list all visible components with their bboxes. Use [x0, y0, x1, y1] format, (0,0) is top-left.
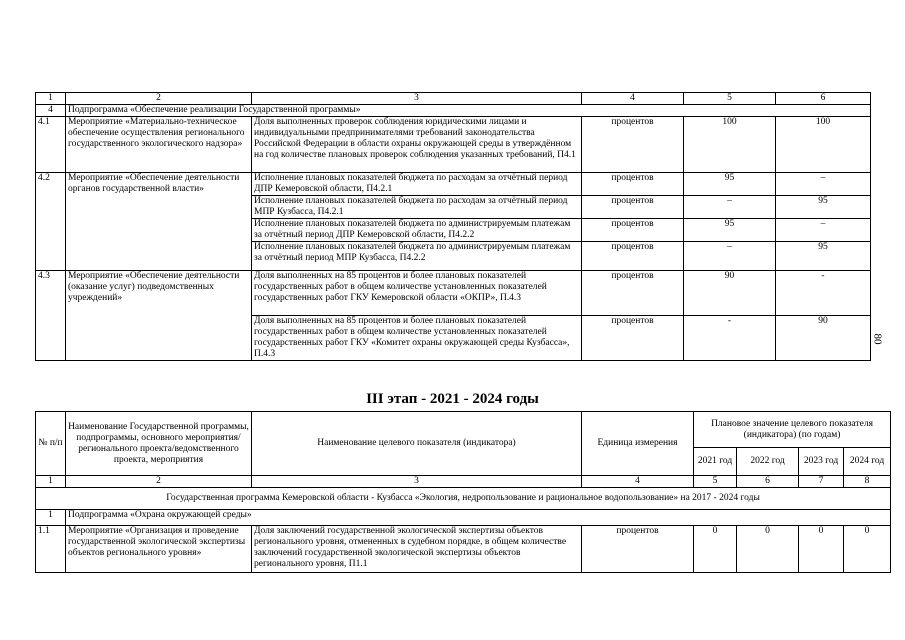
value-5: 95 — [684, 173, 776, 196]
unit: процентов — [582, 271, 684, 316]
value-2023: 0 — [799, 526, 844, 573]
event-name: Мероприятие «Обеспечение деятельности органов государственной власти» — [66, 173, 252, 271]
col-num: 2 — [66, 93, 252, 105]
unit: процентов — [582, 316, 684, 361]
row-number: 4.3 — [36, 271, 66, 361]
value-6: 90 — [776, 316, 871, 361]
event-name: Мероприятие «Обеспечение деятельности (оказание услуг) подведомственных учреждений» — [66, 271, 252, 361]
row-number: 4.1 — [36, 117, 66, 173]
indicator-name: Исполнение плановых показателей бюджета по администрируемым платежам за отчётный период МПР Кузбасса, П4.2.2 — [252, 242, 582, 271]
year-2022: 2022 год — [737, 448, 799, 476]
unit: процентов — [582, 196, 684, 219]
col-num: 1 — [36, 93, 66, 105]
subprogram-row — [36, 510, 891, 526]
page-number: 80 — [871, 333, 884, 345]
year-2021: 2021 год — [694, 448, 737, 476]
subprogram-title: Подпрограмма «Обеспечение реализации Государственной программы» — [66, 105, 871, 117]
col-num: 6 — [776, 93, 871, 105]
row-number: 4 — [36, 105, 66, 117]
value-6: 95 — [776, 196, 871, 219]
program-title: Государственная программа Кемеровской области - Кузбасса «Экология, недропользование и рациональное водопользование» на 2017 - 2024 годы — [36, 488, 891, 510]
unit: процентов — [582, 242, 684, 271]
col-num: 7 — [799, 476, 844, 488]
unit: процентов — [582, 117, 684, 173]
table-row — [36, 271, 871, 316]
year-2024: 2024 год — [844, 448, 891, 476]
value-2021: 0 — [694, 526, 737, 573]
value-6: – — [776, 219, 871, 242]
value-5: 95 — [684, 219, 776, 242]
value-6: – — [776, 173, 871, 196]
program-row — [36, 488, 891, 510]
col-num: 3 — [252, 476, 582, 488]
value-5: 100 — [684, 117, 776, 173]
indicator-name: Доля выполненных проверок соблюдения юридическими лицами и индивидуальными предпринимателями требований законодательства Российской Федерации в области охраны окружающей среды в утверждённом на год количестве плановых проверок соблюдения указанных требований, П4.1 — [252, 117, 582, 173]
indicator-name: Исполнение плановых показателей бюджета по расходам за отчётный период ДПР Кемеровской области, П4.2.1 — [252, 173, 582, 196]
col-num: 4 — [582, 476, 694, 488]
col-num: 6 — [737, 476, 799, 488]
col-num: 5 — [694, 476, 737, 488]
value-5: – — [684, 196, 776, 219]
indicator-name: Доля выполненных на 85 процентов и более плановых показателей государственных работ в общем количестве установленных показателей государственных работ ГКУ «Комитет охраны окружающей среды Кузбасса», П.4.3 — [252, 316, 582, 361]
value-6: 95 — [776, 242, 871, 271]
indicator-name: Доля выполненных на 85 процентов и более плановых показателей государственных работ в общем количестве установленных показателей государственных работ ГКУ Кемеровской области «ОКПР», П.4.3 — [252, 271, 582, 316]
value-6: 100 — [776, 117, 871, 173]
unit: процентов — [582, 526, 694, 573]
column-number-row — [36, 93, 871, 105]
col-num: 3 — [252, 93, 582, 105]
indicator-name: Доля заключений государственной экологической экспертизы объектов регионального уровня, отмененных в судебном порядке, в общем количестве заключений государственной экологической экспертизы объектов регионального уровня, П1.1 — [252, 526, 582, 573]
value-5: - — [684, 316, 776, 361]
header-row — [36, 412, 891, 448]
value-2024: 0 — [844, 526, 891, 573]
header-planned: Плановое значение целевого показателя (индикатора) (по годам) — [694, 412, 891, 448]
subprogram-title: Подпрограмма «Охрана окружающей среды» — [66, 510, 891, 526]
unit: процентов — [582, 173, 684, 196]
column-number-row — [36, 476, 891, 488]
row-number: 4.2 — [36, 173, 66, 271]
value-5: – — [684, 242, 776, 271]
indicator-name: Исполнение плановых показателей бюджета по расходам за отчётный период МПР Кузбасса, П4.2.1 — [252, 196, 582, 219]
col-num: 8 — [844, 476, 891, 488]
header-indicator: Наименование целевого показателя (индикатора) — [252, 412, 582, 476]
indicators-table-stage3 — [35, 411, 891, 573]
table-row — [36, 173, 871, 196]
row-number: 1 — [36, 510, 66, 526]
indicator-name: Исполнение плановых показателей бюджета по администрируемым платежам за отчётный период ДПР Кемеровской области, П4.2.2 — [252, 219, 582, 242]
table-row — [36, 526, 891, 573]
value-2022: 0 — [737, 526, 799, 573]
stage-title: III этап - 2021 - 2024 годы — [366, 391, 539, 407]
year-2023: 2023 год — [799, 448, 844, 476]
header-num: № п/п — [36, 412, 66, 476]
indicators-table-stage2 — [35, 92, 871, 361]
table-row — [36, 117, 871, 173]
event-name: Мероприятие «Материально-техническое обеспечение осуществления регионального государственного экологического надзора» — [66, 117, 252, 173]
col-num: 5 — [684, 93, 776, 105]
value-5: 90 — [684, 271, 776, 316]
subprogram-row — [36, 105, 871, 117]
event-name: Мероприятие «Организация и проведение государственной экологической экспертизы объектов регионального уровня» — [66, 526, 252, 573]
unit: процентов — [582, 219, 684, 242]
header-program: Наименование Государственной программы, подпрограммы, основного мероприятия/регионального проекта/ведомственного проекта, мероприятия — [66, 412, 252, 476]
col-num: 4 — [582, 93, 684, 105]
header-unit: Единица измерения — [582, 412, 694, 476]
value-6: - — [776, 271, 871, 316]
row-number: 1.1 — [36, 526, 66, 573]
col-num: 2 — [66, 476, 252, 488]
col-num: 1 — [36, 476, 66, 488]
